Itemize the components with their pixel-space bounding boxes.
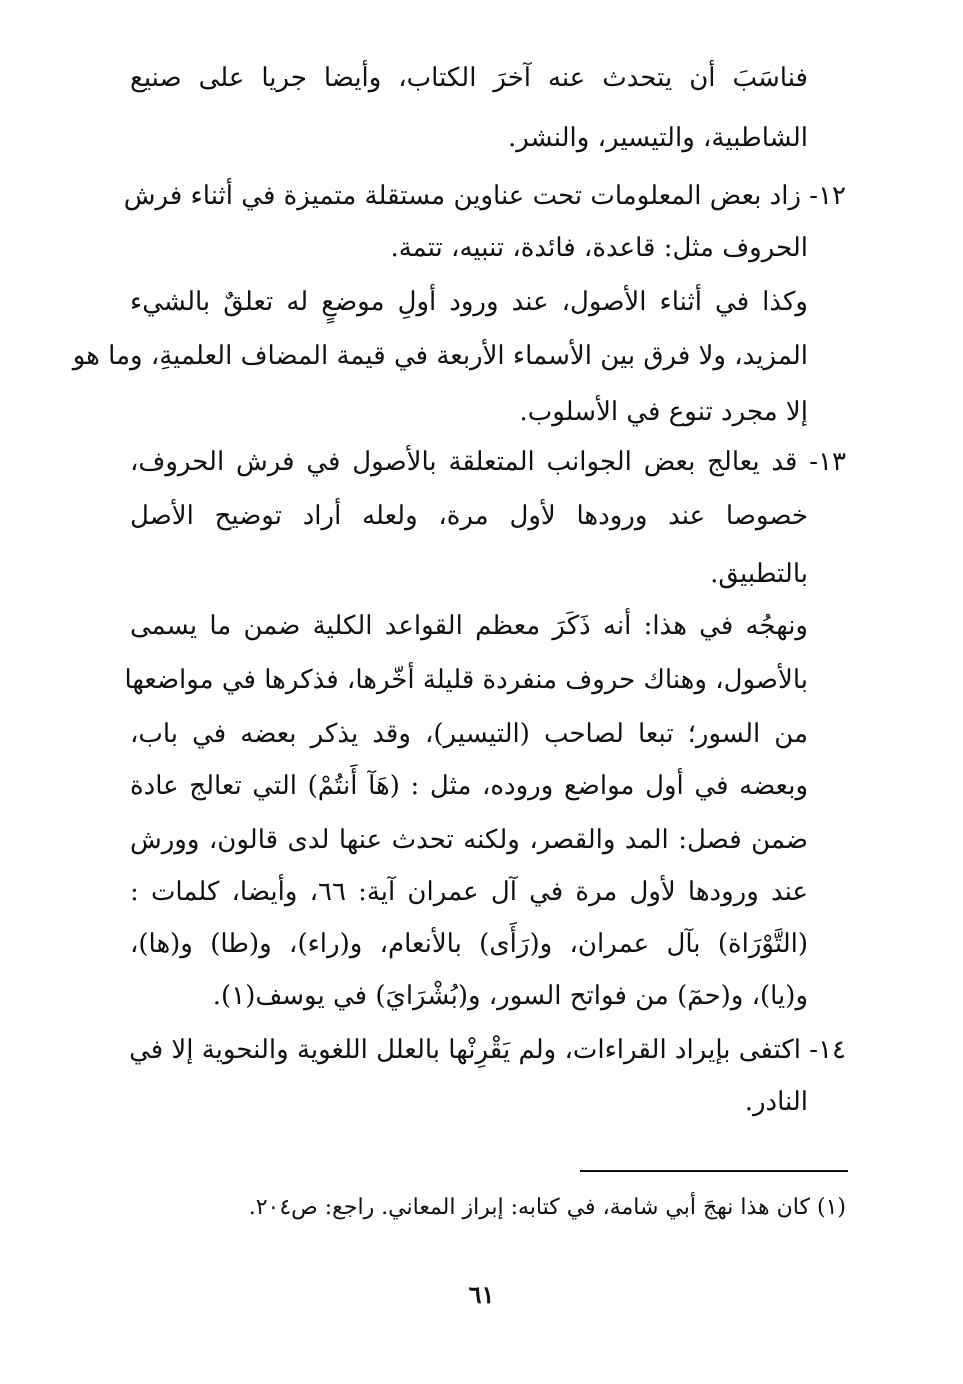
text-line: وكذا في أثناء الأصول، عند ورود أولِ موضعٍ له تعلقٌ بالشيء (130, 287, 808, 317)
text-line: بالأصول، وهناك حروف منفردة قليلة أخّرها، فذكرها في مواضعها (124, 665, 808, 695)
text-line: المزيد، ولا فرق بين الأسماء الأربعة في قيمة المضاف العلميةِ، وما هو (72, 341, 808, 371)
text-line: الحروف مثل: قاعدة، فائدة، تنبيه، تتمة. (390, 233, 808, 263)
item-12-line: ١٢- زاد بعض المعلومات تحت عناوين مستقلة متميزة في أثناء فرش (123, 181, 846, 211)
item-13-line: ١٣- قد يعالج بعض الجوانب المتعلقة بالأصول في فرش الحروف، (130, 447, 846, 477)
text-line: عند ورودها لأول مرة في آل عمران آية: ٦٦، وأيضا، كلمات : (130, 877, 808, 907)
text-line: خصوصا عند ورودها لأول مرة، ولعله أراد توضيح الأصل (130, 501, 808, 531)
text-line: بالتطبيق. (710, 559, 808, 589)
text-line: النادر. (744, 1087, 808, 1117)
text-line: ونهجُه في هذا: أنه ذَكَرَ معظم القواعد الكلية ضمن ما يسمى (130, 611, 808, 641)
footnote-separator (580, 1170, 848, 1172)
text-line: ضمن فصل: المد والقصر، ولكنه تحدث عنها لدى قالون، وورش (130, 825, 808, 855)
text-line: إلا مجرد تنوع في الأسلوب. (519, 397, 808, 427)
footnote: (١) كان هذا نهجَ أبي شامة، في كتابه: إبراز المعاني. راجع: ص٢٠٤. (248, 1195, 846, 1220)
text-line: من السور؛ تبعا لصاحب (التيسير)، وقد يذكر بعضه في باب، (130, 719, 808, 749)
text-line: فناسَبَ أن يتحدث عنه آخرَ الكتاب، وأيضا جريا على صنيع (130, 63, 808, 93)
text-line: و(يا)، و(حمٓ) من فواتح السور، و(بُشْرَايَ) في يوسف(١). (212, 981, 808, 1011)
text-line: وبعضه في أول مواضع وروده، مثل : (هَآ أَنتُمْ) التي تعالج عادة (130, 771, 808, 801)
page-number: ٦١ (468, 1280, 495, 1309)
text-line: الشاطبية، والتيسير، والنشر. (507, 123, 808, 153)
item-14-line: ١٤- اكتفى بإيراد القراءات، ولم يَقْرِنْها بالعلل اللغوية والنحوية إلا في (129, 1035, 846, 1065)
text-line: (التَّوْرَاة) بآل عمران، و(رَأَى) بالأنعام، و(راء)، و(طا) و(ها)، (130, 929, 808, 959)
